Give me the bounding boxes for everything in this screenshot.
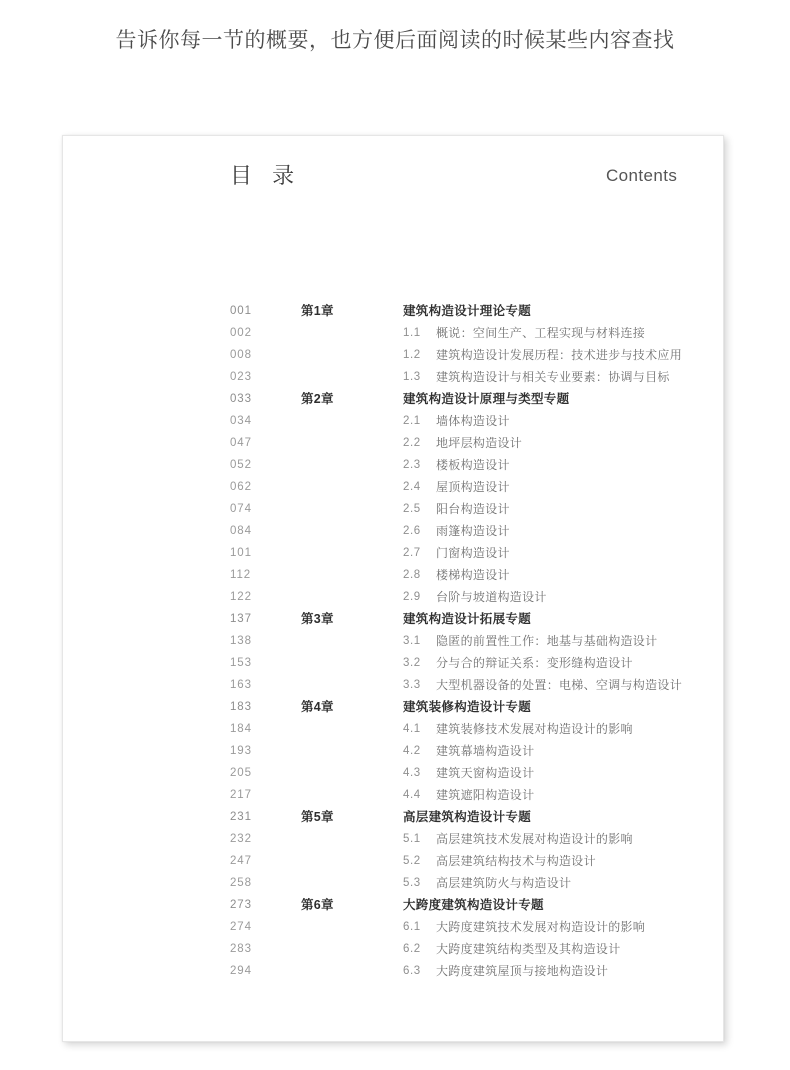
toc-page-number: 112: [230, 569, 252, 581]
toc-section-number: 2.7: [403, 547, 421, 559]
toc-section-title: 隐匿的前置性工作：地基与基础构造设计: [436, 634, 658, 648]
toc-chapter-title: 大跨度建筑构造设计专题: [403, 898, 544, 912]
toc-section-number: 2.2: [403, 437, 421, 449]
toc-section-row[interactable]: [63, 718, 725, 740]
toc-section-number: 4.4: [403, 789, 421, 801]
toc-page-number: 274: [230, 921, 252, 933]
toc-section-row[interactable]: [63, 498, 725, 520]
toc-chapter-label: 第6章: [301, 898, 334, 912]
toc-chapter-label: 第2章: [301, 392, 334, 406]
toc-section-title: 阳台构造设计: [436, 502, 510, 516]
toc-section-title: 墙体构造设计: [436, 414, 510, 428]
toc-section-row[interactable]: [63, 586, 725, 608]
toc-page-number: 033: [230, 393, 252, 405]
toc-section-title: 建筑装修技术发展对构造设计的影响: [436, 722, 633, 736]
toc-section-row[interactable]: [63, 916, 725, 938]
toc-section-title: 高层建筑技术发展对构造设计的影响: [436, 832, 633, 846]
toc-chapter-title: 建筑装修构造设计专题: [403, 700, 532, 714]
toc-section-number: 6.1: [403, 921, 421, 933]
toc-page-number: 137: [230, 613, 252, 625]
toc-page-number: 074: [230, 503, 252, 515]
toc-section-title: 建筑天窗构造设计: [436, 766, 535, 780]
toc-chapter-row[interactable]: [63, 608, 725, 630]
toc-chapter-title: 建筑构造设计拓展专题: [403, 612, 532, 626]
toc-chapter-title: 高层建筑构造设计专题: [403, 810, 532, 824]
toc-chapter-label: 第4章: [301, 700, 334, 714]
toc-section-title: 台阶与坡道构造设计: [436, 590, 547, 604]
toc-section-row[interactable]: [63, 784, 725, 806]
toc-page-number: 001: [230, 305, 252, 317]
toc-section-number: 4.1: [403, 723, 421, 735]
toc-section-row[interactable]: [63, 344, 725, 366]
toc-section-row[interactable]: [63, 322, 725, 344]
toc-section-row[interactable]: [63, 542, 725, 564]
toc-chapter-row[interactable]: [63, 696, 725, 718]
toc-section-row[interactable]: [63, 652, 725, 674]
toc-section-number: 3.3: [403, 679, 421, 691]
toc-page-number: 008: [230, 349, 252, 361]
toc-section-row[interactable]: [63, 938, 725, 960]
toc-section-row[interactable]: [63, 366, 725, 388]
toc-chapter-title: 建筑构造设计原理与类型专题: [403, 392, 570, 406]
toc-section-title: 大跨度建筑屋顶与接地构造设计: [436, 964, 609, 978]
toc-section-row[interactable]: [63, 674, 725, 696]
toc-section-number: 2.3: [403, 459, 421, 471]
toc-page-number: 047: [230, 437, 252, 449]
toc-page-number: 232: [230, 833, 252, 845]
toc-section-number: 2.1: [403, 415, 421, 427]
toc-chapter-row[interactable]: [63, 806, 725, 828]
toc-header: [63, 161, 725, 201]
toc-page-number: 138: [230, 635, 252, 647]
toc-page-number: 183: [230, 701, 252, 713]
toc-section-title: 概说：空间生产、工程实现与材料连接: [436, 326, 646, 340]
toc-section-title: 大跨度建筑结构类型及其构造设计: [436, 942, 621, 956]
toc-page-number: 205: [230, 767, 252, 779]
toc-section-title: 大跨度建筑技术发展对构造设计的影响: [436, 920, 646, 934]
page-title-english: Contents: [606, 166, 678, 185]
toc-section-title: 高层建筑结构技术与构造设计: [436, 854, 596, 868]
toc-page-number: 258: [230, 877, 252, 889]
toc-section-row[interactable]: [63, 740, 725, 762]
toc-page-number: 231: [230, 811, 252, 823]
toc-section-title: 分与合的辩证关系：变形缝构造设计: [436, 656, 633, 670]
toc-section-row[interactable]: [63, 520, 725, 542]
toc-section-title: 高层建筑防火与构造设计: [436, 876, 572, 890]
toc-chapter-label: 第5章: [301, 810, 334, 824]
toc-section-row[interactable]: [63, 564, 725, 586]
toc-page-number: 153: [230, 657, 252, 669]
toc-page-number: 062: [230, 481, 252, 493]
page-caption: 告诉你每一节的概要，也方便后面阅读的时候某些内容查找: [115, 29, 675, 52]
toc-section-number: 1.2: [403, 349, 421, 361]
toc-section-number: 6.3: [403, 965, 421, 977]
toc-section-title: 大型机器设备的处置：电梯、空调与构造设计: [436, 678, 683, 692]
toc-section-row[interactable]: [63, 828, 725, 850]
toc-page-number: 084: [230, 525, 252, 537]
page-title: 目 录: [230, 163, 302, 188]
toc-chapter-title: 建筑构造设计理论专题: [403, 304, 532, 318]
toc-entry-list: [63, 300, 725, 982]
toc-page-number: 273: [230, 899, 252, 911]
toc-page-number: 023: [230, 371, 252, 383]
toc-section-number: 1.3: [403, 371, 421, 383]
toc-section-row[interactable]: [63, 960, 725, 982]
toc-page-number: 052: [230, 459, 252, 471]
toc-page-number: 034: [230, 415, 252, 427]
toc-section-number: 3.1: [403, 635, 421, 647]
toc-chapter-row[interactable]: [63, 388, 725, 410]
toc-section-number: 5.3: [403, 877, 421, 889]
toc-section-row[interactable]: [63, 410, 725, 432]
toc-section-title: 屋顶构造设计: [436, 480, 510, 494]
toc-section-title: 门窗构造设计: [436, 546, 510, 560]
toc-section-title: 楼梯构造设计: [436, 568, 510, 582]
toc-page-number: 294: [230, 965, 252, 977]
toc-section-title: 建筑幕墙构造设计: [436, 744, 535, 758]
toc-page-number: 163: [230, 679, 252, 691]
toc-section-number: 4.3: [403, 767, 421, 779]
toc-chapter-row[interactable]: [63, 894, 725, 916]
toc-chapter-row[interactable]: [63, 300, 725, 322]
toc-section-title: 建筑遮阳构造设计: [436, 788, 535, 802]
toc-page-number: 217: [230, 789, 252, 801]
toc-section-number: 1.1: [403, 327, 421, 339]
toc-section-number: 6.2: [403, 943, 421, 955]
toc-section-number: 3.2: [403, 657, 421, 669]
toc-page-number: 184: [230, 723, 252, 735]
toc-section-row[interactable]: [63, 872, 725, 894]
toc-page-number: 002: [230, 327, 252, 339]
toc-section-title: 建筑构造设计与相关专业要素：协调与目标: [436, 370, 670, 384]
toc-section-row[interactable]: [63, 454, 725, 476]
toc-section-row[interactable]: [63, 432, 725, 454]
toc-section-row[interactable]: [63, 762, 725, 784]
toc-section-title: 楼板构造设计: [436, 458, 510, 472]
toc-section-number: 5.2: [403, 855, 421, 867]
toc-section-title: 雨篷构造设计: [436, 524, 510, 538]
toc-section-number: 2.8: [403, 569, 421, 581]
toc-page-number: 101: [230, 547, 252, 559]
toc-section-row[interactable]: [63, 850, 725, 872]
toc-page-number: 247: [230, 855, 252, 867]
toc-page-number: 193: [230, 745, 252, 757]
toc-section-title: 地坪层构造设计: [436, 436, 523, 450]
toc-page-number: 122: [230, 591, 252, 603]
toc-section-number: 2.6: [403, 525, 421, 537]
toc-page-number: 283: [230, 943, 252, 955]
toc-chapter-label: 第1章: [301, 304, 334, 318]
toc-section-number: 4.2: [403, 745, 421, 757]
toc-section-number: 2.4: [403, 481, 421, 493]
toc-section-row[interactable]: [63, 476, 725, 498]
toc-chapter-label: 第3章: [301, 612, 334, 626]
toc-section-title: 建筑构造设计发展历程：技术进步与技术应用: [436, 348, 683, 362]
toc-section-number: 2.9: [403, 591, 421, 603]
toc-section-number: 5.1: [403, 833, 421, 845]
toc-section-row[interactable]: [63, 630, 725, 652]
toc-page-card: [62, 135, 724, 1042]
toc-section-number: 2.5: [403, 503, 421, 515]
